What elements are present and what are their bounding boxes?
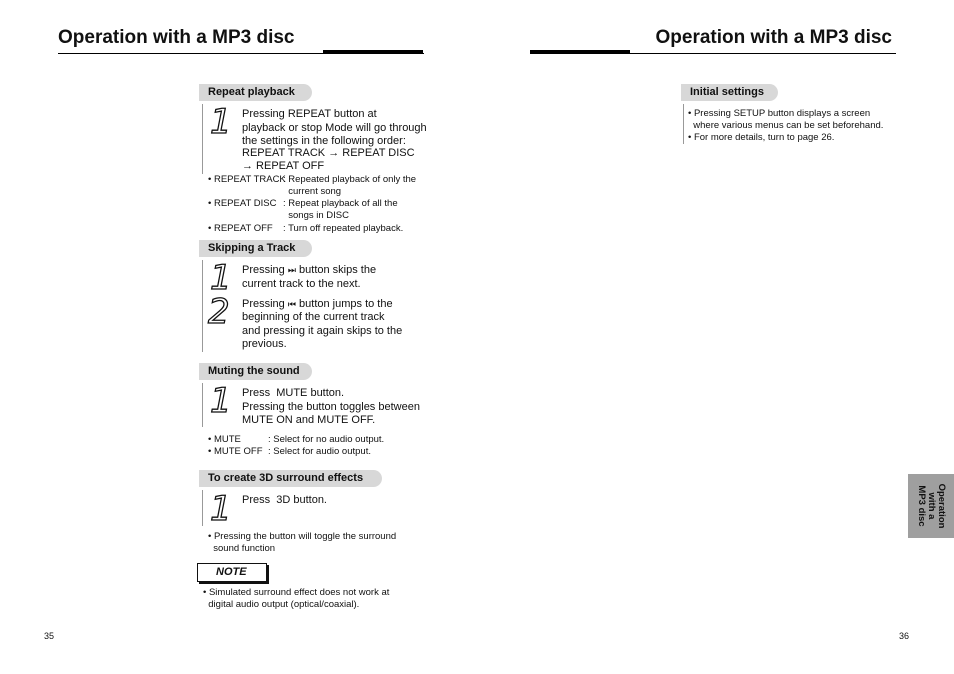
mute-heading: Muting the sound: [199, 363, 312, 380]
initial-settings-bullet-1: • Pressing SETUP button displays a screen where various menus can be set beforehand.: [688, 108, 884, 131]
skip-step-2-line: [242, 298, 393, 312]
repeat-option-disc-key: • REPEAT DISC: [208, 198, 277, 209]
initial-settings-bullet-2: • For more details, turn to page 26.: [688, 132, 835, 143]
mute-line-3: MUTE ON and MUTE OFF.: [242, 414, 376, 426]
right-title-bar: [530, 50, 630, 53]
previous-track-icon: ⏮: [287, 299, 296, 309]
left-page-number: 35: [44, 631, 55, 641]
repeat-line-1: Pressing REPEAT button at: [242, 108, 377, 120]
repeat-step-number: 1: [210, 102, 232, 142]
surround-heading: To create 3D surround effects: [199, 470, 382, 487]
skip-step-2-before: Pressing: [242, 298, 285, 310]
surround-step-number: 1: [210, 489, 232, 529]
mute-step-number: 1: [210, 381, 232, 421]
right-page-title: Operation with a MP3 disc: [655, 27, 892, 48]
repeat-heading: Repeat playback: [199, 84, 312, 101]
mute-option-on-desc: : Select for no audio output.: [268, 434, 385, 445]
skip-heading: Skipping a Track: [199, 240, 312, 257]
skip-step-1-after: button skips the: [299, 264, 377, 276]
skip-step-1-line: [242, 264, 376, 278]
mute-step-divider: [202, 383, 203, 427]
repeat-option-track-key: • REPEAT TRACK: [208, 174, 286, 185]
skip-step-1-rest: current track to the next.: [242, 278, 361, 290]
skip-step-1-before: Pressing: [242, 264, 285, 276]
side-tab: [908, 474, 954, 538]
surround-step-divider: [202, 490, 203, 526]
mute-option-on-key: • MUTE: [208, 434, 241, 445]
surround-bullet: • Pressing the button will toggle the surround sound function: [208, 531, 397, 554]
side-tab-label: Operation with a MP3 disc: [916, 483, 947, 529]
note-text: • Simulated surround effect does not work at digital audio output (optical/coaxial).: [203, 587, 390, 610]
note-label: NOTE: [197, 563, 267, 582]
repeat-line-2: playback or stop Mode will go through: [242, 122, 427, 134]
repeat-option-disc-desc: : Repeat playback of all the songs in DISC: [283, 198, 398, 221]
repeat-step-divider: [202, 104, 203, 174]
mute-option-off-desc: : Select for audio output.: [268, 446, 371, 457]
next-track-icon: ⏭: [287, 265, 296, 275]
repeat-option-off-desc: : Turn off repeated playback.: [283, 223, 404, 234]
right-page-number: 36: [899, 631, 910, 641]
mute-option-off-key: • MUTE OFF: [208, 446, 263, 457]
right-title-rule: [530, 53, 896, 54]
mute-line-2: Pressing the button toggles between: [242, 401, 420, 413]
repeat-option-track-desc: : Repeated playback of only the current song: [283, 174, 417, 197]
repeat-option-off-key: • REPEAT OFF: [208, 223, 273, 234]
skip-step-2-rest: beginning of the current track and pressing it again skips to the previous.: [242, 311, 403, 350]
left-title-rule: [58, 53, 424, 54]
repeat-line-3: the settings in the following order:: [242, 135, 406, 147]
initial-settings-heading: Initial settings: [681, 84, 778, 101]
repeat-line-4: REPEAT TRACK → REPEAT DISC: [242, 147, 415, 159]
surround-line: Press 3D button.: [242, 494, 327, 506]
initial-settings-divider: [683, 104, 684, 144]
left-title-bar: [323, 50, 423, 53]
skip-step-2-number: 2: [208, 292, 230, 332]
skip-step-2-after: button jumps to the: [299, 298, 393, 310]
left-page-title: Operation with a MP3 disc: [58, 27, 295, 48]
repeat-line-5: → REPEAT OFF: [242, 160, 325, 172]
skip-step-divider: [202, 260, 203, 352]
mute-line-1: Press MUTE button.: [242, 387, 345, 399]
skip-step-1-number: 1: [210, 258, 232, 298]
